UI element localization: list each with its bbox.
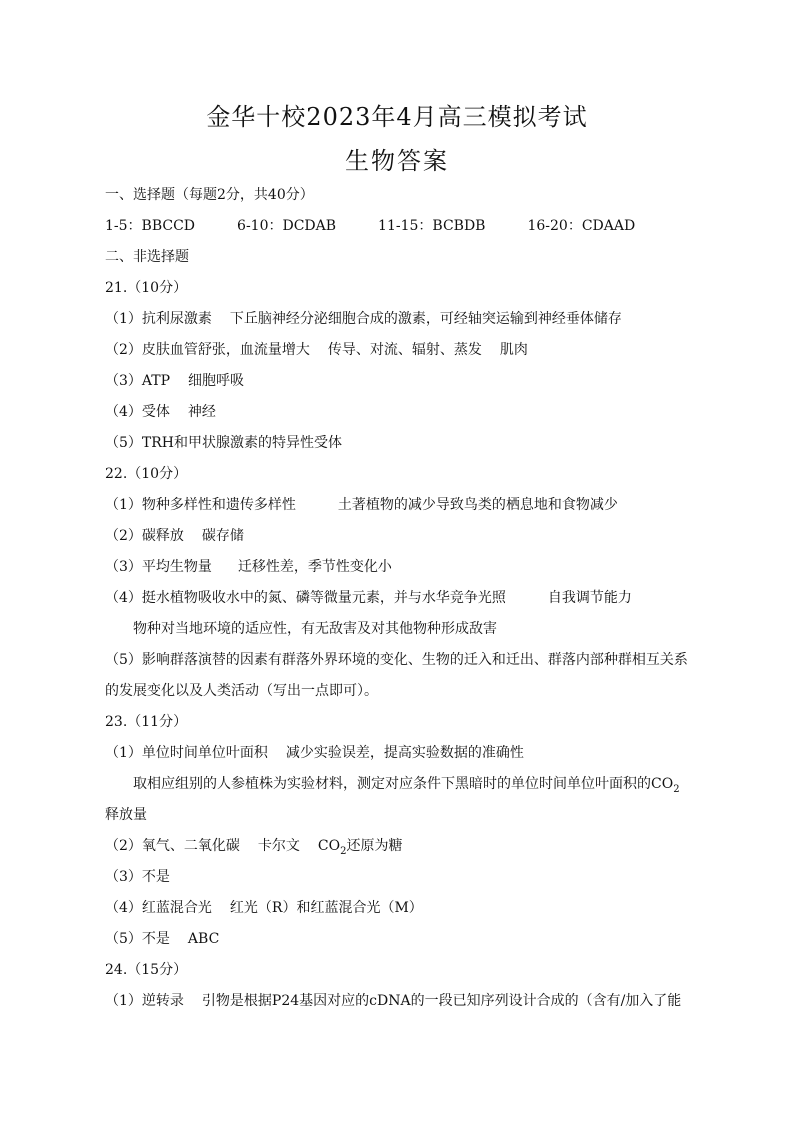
q23-4-answer-b: 红光（R）和红蓝混合光（M） <box>229 900 423 916</box>
q22-2-answer-b: 碳存储 <box>201 528 244 544</box>
q23-item-5 <box>105 929 705 949</box>
q23-1-answer-a: （1）单位时间单位叶面积 <box>105 745 268 761</box>
exam-title: 金华十校2023年4月高三模拟考试 <box>206 103 588 131</box>
q22-3-answer-a: （3）平均生物量 <box>105 559 212 575</box>
q21-3-answer-a: （3）ATP <box>105 373 171 389</box>
answer-6-10: 6-10：DCDAB <box>237 218 337 234</box>
subscript-2: 2 <box>673 783 680 795</box>
q23-1-answer-c: 取相应组别的人参植株为实验材料，测定对应条件下黑暗时的单位时间单位叶面积的CO <box>133 776 674 792</box>
q23-1-answer-b: 减少实验误差，提高实验数据的准确性 <box>285 745 524 761</box>
q21-1-answer-a: （1）抗利尿激素 <box>105 311 212 327</box>
q22-item-3 <box>105 557 705 577</box>
q21-2-answer-c: 肌肉 <box>499 342 528 358</box>
answer-16-20: 16-20：CDAAD <box>527 218 636 234</box>
q21-3-answer-b: 细胞呼吸 <box>188 373 245 389</box>
q21-item-2 <box>105 340 705 360</box>
q22-4-answer-a: （4）挺水植物吸收水中的氮、磷等微量元素，并与水华竞争光照 <box>105 590 506 606</box>
exam-subtitle: 生物答案 <box>345 147 449 175</box>
q24-1-answer-b: 引物是根据P24基因对应的cDNA的一段已知序列设计合成的（含有/加入了能 <box>201 993 682 1009</box>
q21-item-4 <box>105 402 705 422</box>
q22-1-answer-b: 土著植物的减少导致鸟类的栖息地和食物减少 <box>337 497 618 513</box>
q24-1-answer-a: （1）逆转录 <box>105 993 184 1009</box>
q21-1-answer-b: 下丘脑神经分泌细胞合成的激素，可经轴突运输到神经垂体储存 <box>229 311 622 327</box>
q22-3-answer-b: 迁移性差，季节性变化小 <box>237 559 392 575</box>
q23-2-answer-c: CO <box>317 838 341 854</box>
q23-2-answer-a: （2）氧气、二氧化碳 <box>105 838 240 854</box>
q23-item-1-cont <box>133 774 733 800</box>
q21-heading: 21.（10分） <box>105 280 188 296</box>
q22-heading: 22.（10分） <box>105 466 188 482</box>
q22-item-1 <box>105 495 705 515</box>
q22-item-5-cont: 的发展变化以及人类活动（写出一点即可）。 <box>105 683 378 699</box>
q24-item-1 <box>105 991 705 1011</box>
q23-item-4 <box>105 898 705 918</box>
q23-item-2 <box>105 836 705 862</box>
q21-4-answer-a: （4）受体 <box>105 404 170 420</box>
q22-item-2 <box>105 526 705 546</box>
answer-11-15: 11-15：BCBDB <box>378 218 486 234</box>
q21-4-answer-b: 神经 <box>187 404 216 420</box>
q23-5-answer-b: ABC <box>187 931 220 947</box>
q23-5-answer-a: （5）不是 <box>105 931 170 947</box>
section-nonchoice-heading: 二、非选择题 <box>105 249 189 265</box>
subscript-2: 2 <box>340 845 347 857</box>
q22-2-answer-a: （2）碳释放 <box>105 528 184 544</box>
answer-1-5: 1-5：BBCCD <box>105 218 196 234</box>
q22-1-answer-a: （1）物种多样性和遗传多样性 <box>105 497 296 513</box>
q22-item-4-cont: 物种对当地环境的适应性，有无敌害及对其他物种形成敌害 <box>133 621 497 637</box>
q23-heading: 23.（11分） <box>105 714 188 730</box>
q21-2-answer-a: （2）皮肤血管舒张，血流量增大 <box>105 342 310 358</box>
q23-item-3: （3）不是 <box>105 869 170 885</box>
q24-heading: 24.（15分） <box>105 962 188 978</box>
q21-item-3 <box>105 371 705 391</box>
section-choice-heading: 一、选择题（每题2分，共40分） <box>105 187 314 203</box>
q21-item-5: （5）TRH和甲状腺激素的特异性受体 <box>105 435 342 451</box>
q22-item-4 <box>105 588 705 608</box>
q23-2-answer-b: 卡尔文 <box>257 838 300 854</box>
q23-item-1 <box>105 743 705 763</box>
q23-item-1-end: 释放量 <box>105 807 147 823</box>
q23-4-answer-a: （4）红蓝混合光 <box>105 900 212 916</box>
q21-2-answer-b: 传导、对流、辐射、蒸发 <box>327 342 482 358</box>
q22-item-5: （5）影响群落演替的因素有群落外界环境的变化、生物的迁入和迁出、群落内部种群相互关系 <box>105 652 688 668</box>
choice-answers <box>105 216 705 236</box>
q22-4-answer-b: 自我调节能力 <box>547 590 632 606</box>
q21-item-1 <box>105 309 705 329</box>
q23-2-answer-c-tail: 还原为糖 <box>346 838 403 854</box>
